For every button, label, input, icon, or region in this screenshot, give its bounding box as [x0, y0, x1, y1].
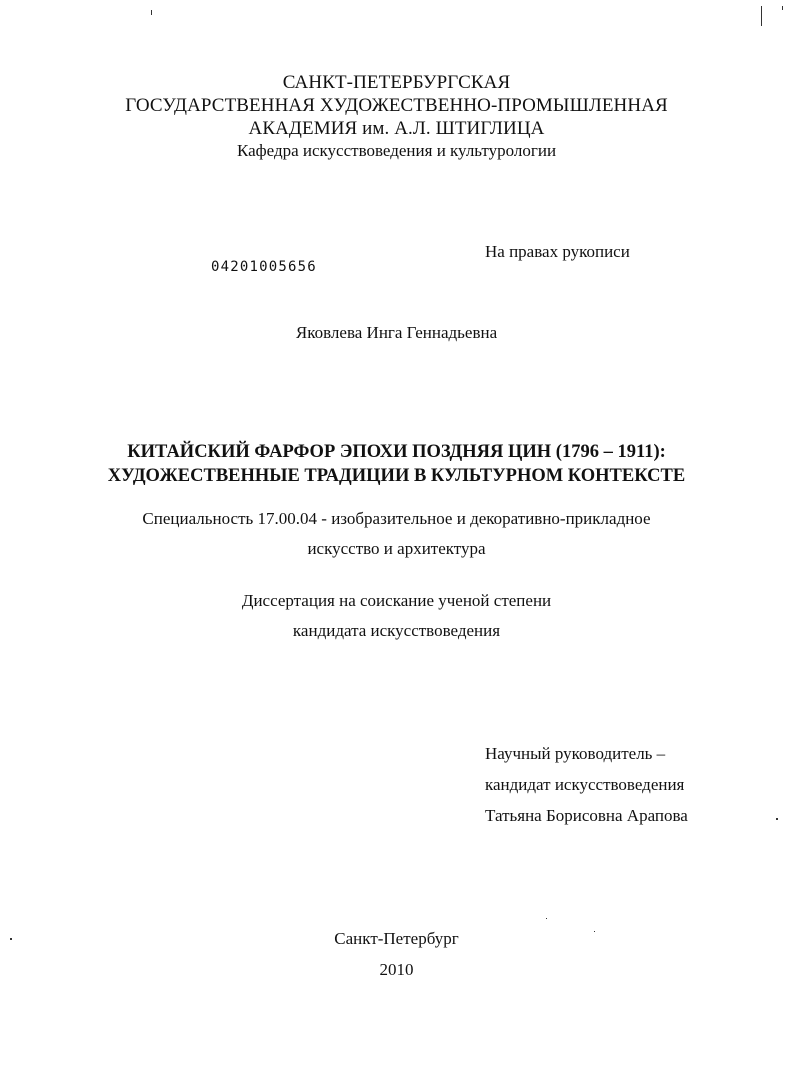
city: Санкт-Петербург: [334, 929, 459, 948]
author-name: Яковлева Инга Геннадьевна: [295, 323, 498, 342]
document-id-stamp: 04201005656: [211, 259, 317, 275]
specialty-line-2: искусство и архитектура: [307, 539, 486, 558]
degree-line-1: Диссертация на соискание ученой степени: [241, 591, 552, 610]
specialty-line-1: Специальность 17.00.04 - изобразительное и декоративно-прикладное: [142, 509, 651, 528]
department: Кафедра искусствоведения и культурологии: [236, 141, 557, 160]
scan-mark: [761, 6, 762, 26]
supervisor-name: Татьяна Борисовна Арапова: [485, 806, 688, 825]
dissertation-title-line-1: КИТАЙСКИЙ ФАРФОР ЭПОХИ ПОЗДНЯЯ ЦИН (1796 – 1911):: [127, 442, 666, 462]
institution-line-2: ГОСУДАРСТВЕННАЯ ХУДОЖЕСТВЕННО-ПРОМЫШЛЕННАЯ: [125, 95, 668, 116]
scan-mark: [782, 6, 783, 10]
degree-line-2: кандидата искусствоведения: [292, 621, 501, 640]
scan-mark: [546, 918, 547, 919]
scan-mark: [151, 10, 152, 15]
manuscript-note: На правах рукописи: [485, 242, 630, 261]
institution-line-1: САНКТ-ПЕТЕРБУРГСКАЯ: [282, 72, 511, 93]
supervisor-label: Научный руководитель –: [485, 744, 666, 763]
dissertation-title-line-2: ХУДОЖЕСТВЕННЫЕ ТРАДИЦИИ В КУЛЬТУРНОМ КОНТЕКСТЕ: [107, 466, 686, 486]
institution-line-3: АКАДЕМИЯ им. А.Л. ШТИГЛИЦА: [248, 118, 545, 139]
scan-mark: [776, 818, 778, 820]
supervisor-degree: кандидат искусствоведения: [485, 775, 685, 794]
year: 2010: [379, 960, 414, 979]
